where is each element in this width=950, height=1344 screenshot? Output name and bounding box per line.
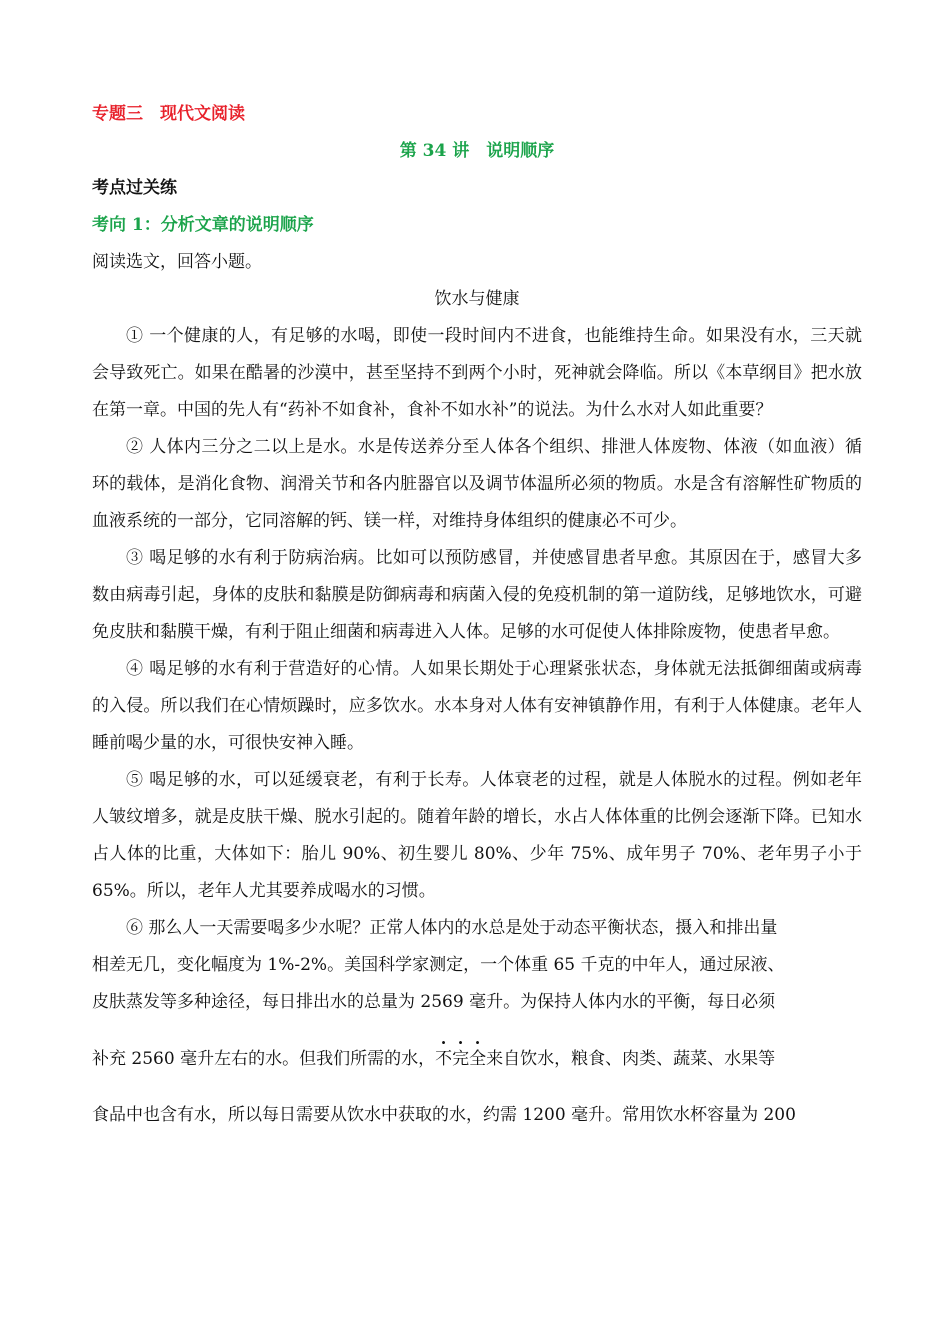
direction-heading: 考向 1：分析文章的说明顺序	[92, 215, 314, 235]
emphasis-char-1: 不	[435, 1049, 453, 1069]
section-heading: 考点过关练	[92, 178, 177, 198]
paragraph-6	[92, 910, 862, 1143]
paragraph-6-line-2: 相差无几，变化幅度为 1%-2%。美国科学家测定，一个体重 65 千克的中年人，通过尿液、	[92, 955, 785, 975]
lecture-title: 第 34 讲 说明顺序	[399, 141, 555, 161]
paragraph-4: ④ 喝足够的水有利于营造好的心情。人如果长期处于心理紧张状态，身体就无法抵御细菌或病毒的入侵。所以我们在心情烦躁时，应多饮水。水本身对人体有安神镇静作用，有利于人体健康。老年人睡前喝少量的水，可很快安神入睡。	[92, 659, 862, 753]
document-page	[92, 96, 862, 1143]
paragraph-6-line-3: 皮肤蒸发等多种途径，每日排出水的总量为 2569 毫升。为保持人体内水的平衡，每日必须	[92, 992, 776, 1012]
paragraph-3: ③ 喝足够的水有利于防病治病。比如可以预防感冒，并使感冒患者早愈。其原因在于，感冒大多数由病毒引起，身体的皮肤和黏膜是防御病毒和病菌入侵的免疫机制的第一道防线，足够地饮水，可避免皮肤和黏膜干燥，有利于阻止细菌和病毒进入人体。足够的水可促使人体排除废物，使患者早愈。	[92, 548, 862, 642]
paragraph-6-line-5: 食品中也含有水，所以每日需要从饮水中获取的水，约需 1200 毫升。常用饮水杯容量为 200	[92, 1105, 796, 1125]
paragraph-6-line-1: ⑥ 那么人一天需要喝多少水呢？正常人体内的水总是处于动态平衡状态，摄入和排出量	[126, 918, 778, 938]
paragraph-1: ① 一个健康的人，有足够的水喝，即使一段时间内不进食，也能维持生命。如果没有水，三天就会导致死亡。如果在酷暑的沙漠中，甚至坚持不到两个小时，死神就会降临。所以《本草纲目》把水放在第一章。中国的先人有“药补不如食补，食补不如水补”的说法。为什么水对人如此重要？	[92, 326, 862, 420]
paragraph-5: ⑤ 喝足够的水，可以延缓衰老，有利于长寿。人体衰老的过程，就是人体脱水的过程。例如老年人皱纹增多，就是皮肤干燥、脱水引起的。随着年龄的增长，水占人体体重的比例会逐渐下降。已知水占人体的比重，大体如下：胎儿 90%、初生婴儿 80%、少年 75%、成年男子 70%、老年男子小于 65%。所以，老年人尤其要养成喝水的习惯。	[92, 770, 862, 901]
article-title: 饮水与健康	[434, 289, 520, 309]
line-4-before-text: 补充 2560 毫升左右的水。但我们所需的水，	[92, 1049, 436, 1069]
paragraph-6-line-4	[92, 1031, 862, 1087]
instruction-text: 阅读选文，回答小题。	[92, 252, 262, 272]
paragraph-2: ② 人体内三分之二以上是水。水是传送养分至人体各个组织、排泄人体废物、体液（如血液）循环的载体，是消化食物、润滑关节和各内脏器官以及调节体温所必须的物质。水是含有溶解性矿物质的血液系统的一部分，它同溶解的钙、镁一样，对维持身体组织的健康必不可少。	[92, 437, 862, 531]
emphasis-char-2: 完	[452, 1049, 470, 1069]
line-4-after-text: 来自饮水，粮食、肉类、蔬菜、水果等	[486, 1049, 776, 1069]
emphasis-char-3: 全	[469, 1049, 487, 1069]
topic-heading: 专题三 现代文阅读	[92, 104, 245, 124]
